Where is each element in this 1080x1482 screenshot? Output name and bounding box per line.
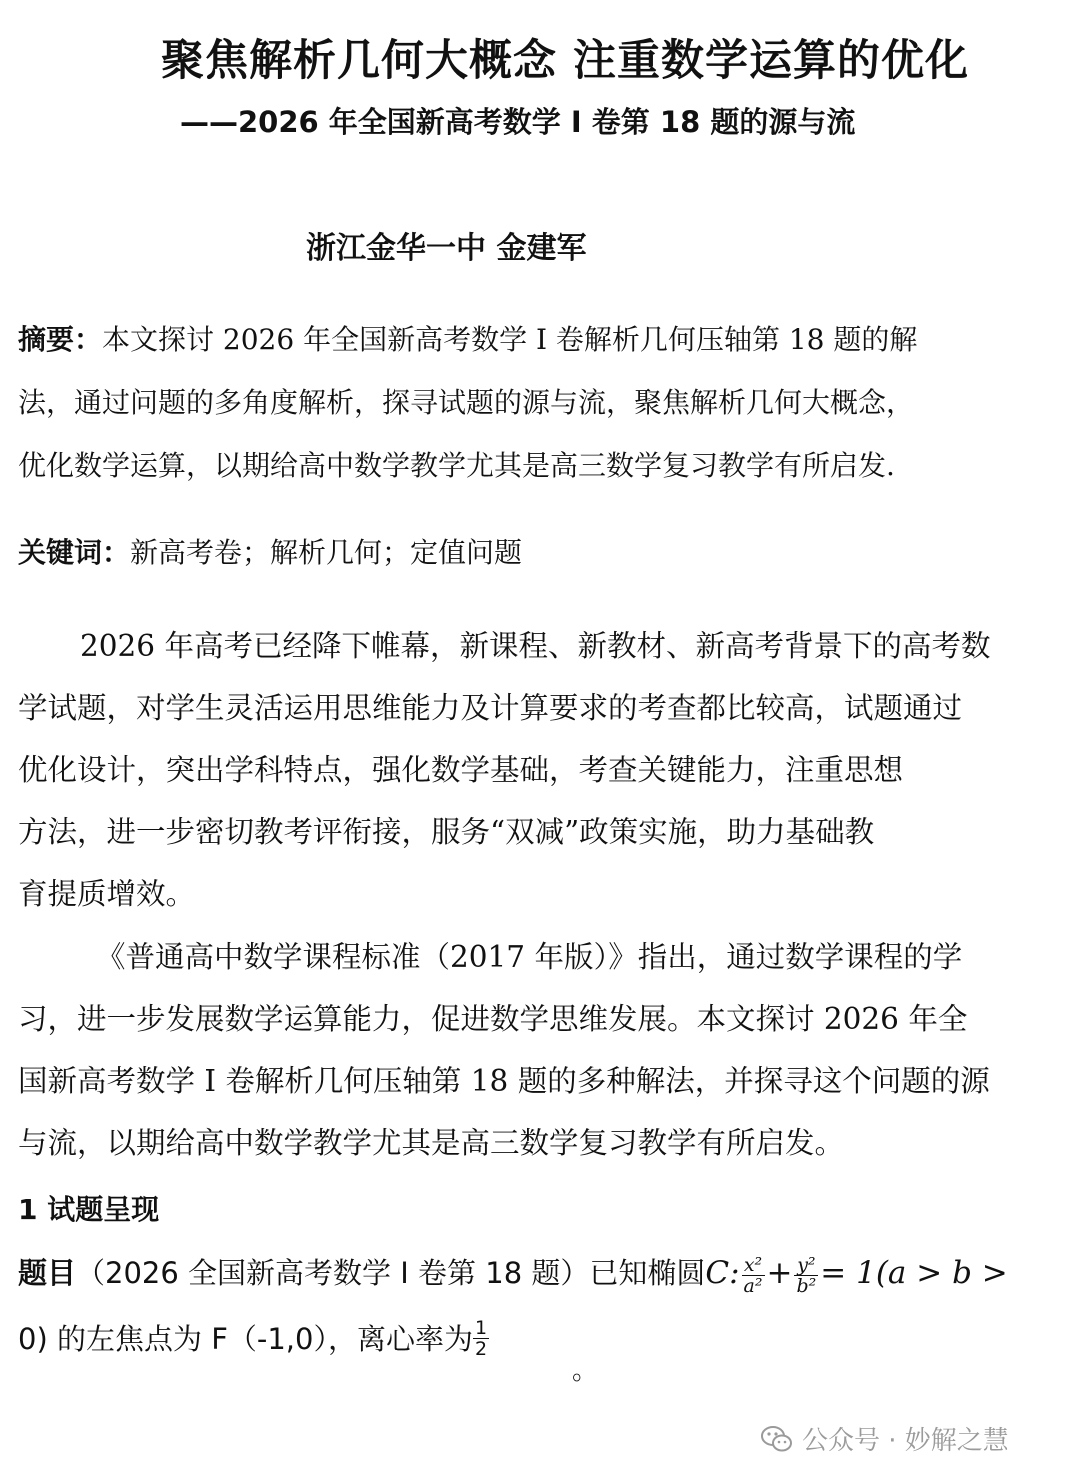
abstract-line-1: 摘要：本文探讨 2026 年全国新高考数学 I 卷解析几何压轴第 18 题的解 [18, 323, 918, 356]
abstract-line-3: 优化数学运算，以期给高中数学教学尤其是高三数学复习教学有所启发. [18, 449, 895, 482]
problem-source: （2026 全国新高考数学 I 卷第 18 题）已知椭圆 [76, 1256, 706, 1290]
paragraph2-line-1: 《普通高中数学课程标准（2017 年版）》指出，通过数学课程的学 [96, 940, 963, 974]
fraction-x2-a2: $\frac{\text{x²}}{\text{a²}}$ [743, 1253, 763, 1297]
paragraph2-line-4: 与流，以期给高中数学教学尤其是高三数学复习教学有所启发。 [18, 1126, 845, 1160]
watermark [760, 1420, 1009, 1457]
paragraph2-line-2: 习，进一步发展数学运算能力，促进数学思维发展。本文探讨 2026 年全 [18, 1002, 968, 1036]
ellipse-name: C: [705, 1255, 740, 1291]
paragraph2-line-3: 国新高考数学 I 卷解析几何压轴第 18 题的多种解法，并探寻这个问题的源 [18, 1064, 990, 1098]
eccentricity-fraction: $\frac{1}{2}$ [474, 1317, 488, 1360]
problem-line-1 [18, 1245, 1008, 1301]
section-heading: 1 试题呈现 [18, 1193, 160, 1226]
keywords-line [18, 533, 522, 573]
problem-line2-start: 0) [18, 1322, 48, 1356]
paragraph1-line-3: 优化设计，突出学科特点，强化数学基础，考查关键能力，注重思想 [18, 753, 904, 787]
article-title: 聚焦解析几何大概念 注重数学运算的优化 [161, 36, 969, 86]
problem-label: 题目 [18, 1256, 77, 1290]
article-subtitle: ——2026 年全国新高考数学 I 卷第 18 题的源与流 [180, 105, 856, 139]
problem-line-2 [18, 1316, 489, 1362]
equation-tail: = 1(a > b > [820, 1255, 1008, 1291]
keywords-label: 关键词： [18, 536, 131, 569]
paragraph1-line-4: 方法，进一步密切教考评衔接，服务“双减”政策实施，助力基础教 [18, 815, 875, 849]
plus-sign: + [766, 1255, 793, 1291]
wechat-icon [760, 1424, 794, 1454]
paragraph1-line-2: 学试题，对学生灵活运用思维能力及计算要求的考查都比较高，试题通过 [18, 691, 963, 725]
keywords-text: 新高考卷；解析几何；定值问题 [130, 536, 523, 569]
fraction-y2-b2: $\frac{\text{y²}}{\text{b²}}$ [796, 1253, 817, 1297]
abstract-line-2: 法，通过问题的多角度解析，探寻试题的源与流，聚焦解析几何大概念， [18, 386, 915, 419]
paragraph1-line-1: 2026 年高考已经降下帷幕，新课程、新教材、新高考背景下的高考数 [80, 629, 991, 663]
problem-period: 。 [572, 1356, 599, 1386]
paragraph1-line-5: 育提质增效。 [18, 877, 196, 911]
watermark-text: 公众号 · 妙解之慧 [802, 1426, 1009, 1456]
abstract-label: 摘要： [18, 323, 103, 356]
problem-line2-text: 的左焦点为 F（-1,0），离心率为 [47, 1322, 473, 1356]
author-line: 浙江金华一中 金建军 [306, 231, 587, 266]
